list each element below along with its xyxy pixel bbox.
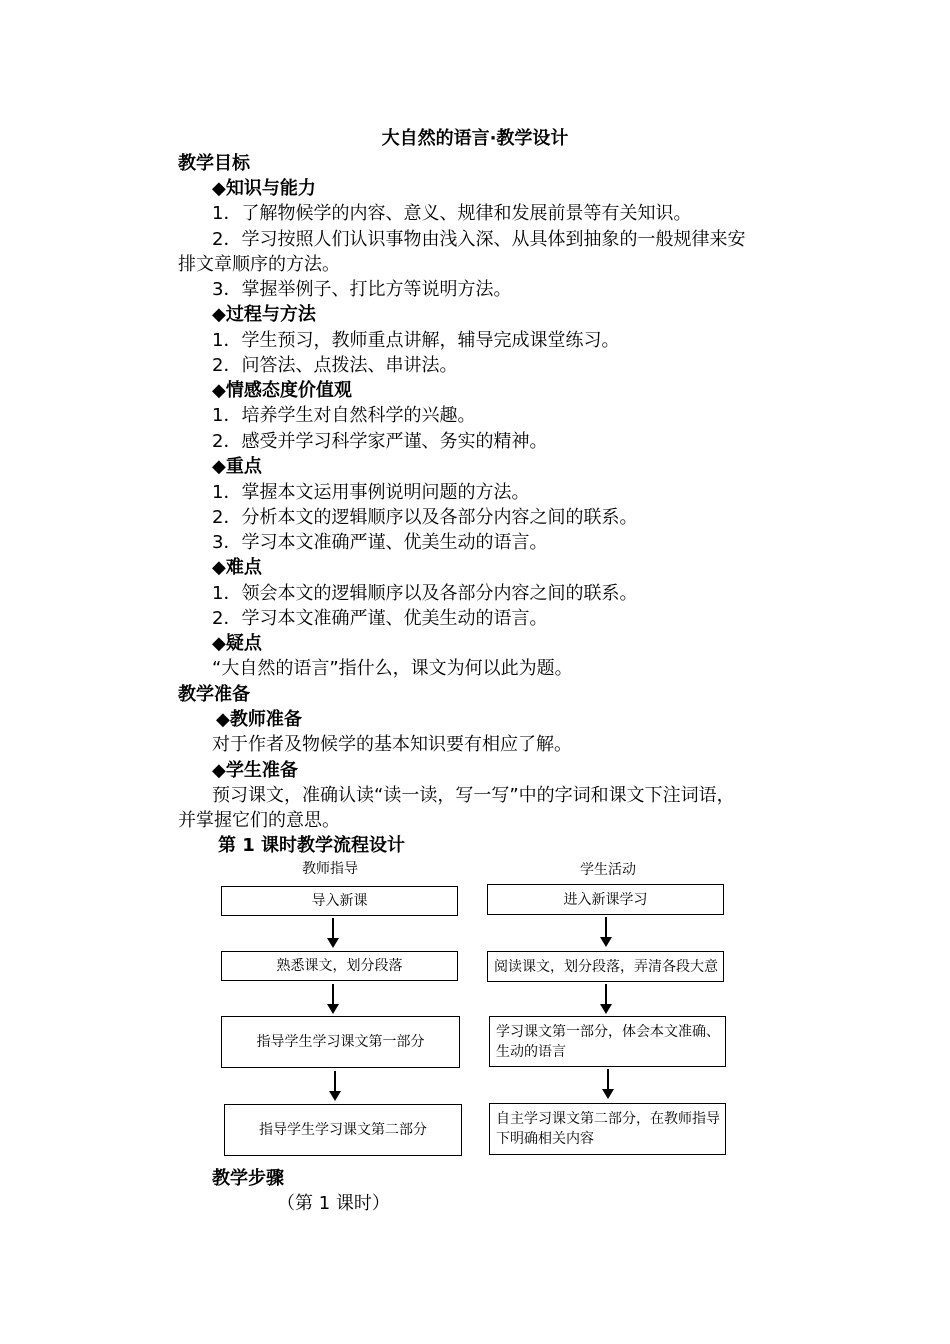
student-step-3: 学习课文第一部分，体会本文准确、生动的语言 — [489, 1016, 726, 1067]
down-arrow-icon — [607, 1069, 609, 1097]
student-prep-text: 预习课文，准确认读“读一读，写一写”中的字词和课文下注词语， — [212, 785, 735, 806]
student-step-4: 自主学习课文第二部分，在教师指导下明确相关内容 — [489, 1103, 726, 1155]
student-prep-heading: ◆学生准备 — [212, 760, 298, 781]
student-prep-text-continued: 并掌握它们的意思。 — [178, 810, 340, 831]
teacher-step-2: 熟悉课文，划分段落 — [221, 951, 458, 981]
knowledge-item-continued: 排文章顺序的方法。 — [178, 254, 340, 275]
goals-heading: 教学目标 — [178, 153, 250, 174]
down-arrow-icon — [332, 984, 334, 1012]
difficult-item: 2．学习本文准确严谨、优美生动的语言。 — [212, 608, 548, 629]
teacher-column-header: 教师指导 — [302, 861, 358, 877]
difficult-heading: ◆难点 — [212, 557, 262, 578]
teacher-prep-heading: ◆教师准备 — [216, 709, 302, 730]
knowledge-item: 2．学习按照人们认识事物由浅入深、从具体到抽象的一般规律来安 — [212, 229, 746, 250]
key-heading: ◆重点 — [212, 456, 262, 477]
key-item: 2．分析本文的逻辑顺序以及各部分内容之间的联系。 — [212, 507, 638, 528]
knowledge-heading: ◆知识与能力 — [212, 178, 316, 199]
document-title: 大自然的语言·教学设计 — [381, 128, 569, 149]
key-item: 3．学习本文准确严谨、优美生动的语言。 — [212, 532, 548, 553]
knowledge-item: 3．掌握举例子、打比方等说明方法。 — [212, 279, 512, 300]
process-heading: ◆过程与方法 — [212, 304, 316, 325]
question-text: “大自然的语言”指什么，课文为何以此为题。 — [212, 658, 573, 679]
teacher-step-1: 导入新课 — [221, 886, 458, 916]
down-arrow-icon — [334, 1071, 336, 1099]
down-arrow-icon — [605, 917, 607, 945]
teacher-step-3: 指导学生学习课文第一部分 — [221, 1016, 460, 1068]
teacher-step-4: 指导学生学习课文第二部分 — [224, 1104, 462, 1156]
steps-heading: 教学步骤 — [212, 1168, 284, 1189]
lesson-label: （第 1 课时） — [277, 1193, 390, 1214]
difficult-item: 1．领会本文的逻辑顺序以及各部分内容之间的联系。 — [212, 583, 638, 604]
key-item: 1．掌握本文运用事例说明问题的方法。 — [212, 482, 530, 503]
teacher-prep-text: 对于作者及物候学的基本知识要有相应了解。 — [212, 734, 572, 755]
emotion-item: 1．培养学生对自然科学的兴趣。 — [212, 405, 476, 426]
student-column-header: 学生活动 — [580, 862, 636, 878]
down-arrow-icon — [332, 918, 334, 946]
down-arrow-icon — [605, 984, 607, 1012]
emotion-heading: ◆情感态度价值观 — [212, 380, 352, 401]
process-item: 1．学生预习，教师重点讲解，辅导完成课堂练习。 — [212, 330, 620, 351]
flow-heading: 第 1 课时教学流程设计 — [218, 835, 406, 856]
question-heading: ◆疑点 — [212, 633, 262, 654]
emotion-item: 2．感受并学习科学家严谨、务实的精神。 — [212, 431, 548, 452]
prep-heading: 教学准备 — [178, 684, 250, 705]
student-step-2: 阅读课文，划分段落，弄清各段大意 — [487, 951, 724, 982]
knowledge-item: 1．了解物候学的内容、意义、规律和发展前景等有关知识。 — [212, 203, 692, 224]
process-item: 2．问答法、点拨法、串讲法。 — [212, 355, 458, 376]
student-step-1: 进入新课学习 — [487, 884, 724, 915]
